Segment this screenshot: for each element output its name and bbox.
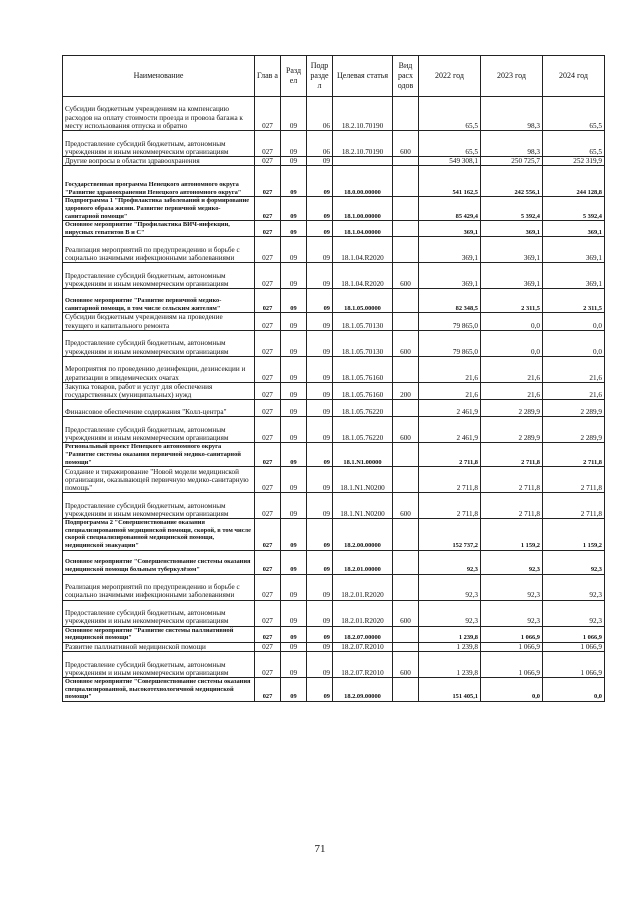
row-glava: 027 bbox=[255, 197, 281, 221]
row-name: Подпрограмма 2 "Совершенствование оказания специализированной медицинской помощи, скорой, в том числе скорой специализированной медицинской помощи, медицинской эвакуации" bbox=[63, 519, 255, 550]
table-body bbox=[63, 97, 605, 702]
row-name: Предоставление субсидий бюджетным, автономным учреждениям и иным некоммерческим организациям bbox=[63, 417, 255, 443]
row-podrazdel: 09 bbox=[307, 651, 333, 677]
row-target-article: 18.0.00.00000 bbox=[333, 166, 393, 197]
row-value-2024: 369,1 bbox=[543, 221, 605, 237]
row-razdel: 09 bbox=[281, 157, 307, 166]
row-razdel: 09 bbox=[281, 651, 307, 677]
row-glava: 027 bbox=[255, 400, 281, 417]
header-podrazdel: Подр разде л bbox=[307, 56, 333, 97]
row-podrazdel: 09 bbox=[307, 237, 333, 263]
row-value-2022: 2 711,8 bbox=[419, 493, 481, 519]
row-expense-type bbox=[393, 356, 419, 382]
table-row bbox=[63, 157, 605, 166]
row-value-2022: 79 865,0 bbox=[419, 313, 481, 330]
row-value-2022: 65,5 bbox=[419, 131, 481, 157]
row-razdel: 09 bbox=[281, 400, 307, 417]
row-value-2022: 82 348,5 bbox=[419, 289, 481, 313]
row-glava: 027 bbox=[255, 330, 281, 356]
row-value-2022: 2 461,9 bbox=[419, 400, 481, 417]
row-razdel: 09 bbox=[281, 197, 307, 221]
row-target-article: 18.2.10.70190 bbox=[333, 131, 393, 157]
row-value-2024: 0,0 bbox=[543, 677, 605, 701]
row-name: Развитие паллиативной медицинской помощи bbox=[63, 642, 255, 651]
row-target-article: 18.1.05.70130 bbox=[333, 330, 393, 356]
row-glava: 027 bbox=[255, 289, 281, 313]
row-name: Финансовое обеспечение содержания "Колл-центра" bbox=[63, 400, 255, 417]
row-glava: 027 bbox=[255, 467, 281, 493]
row-target-article: 18.2.07.00000 bbox=[333, 626, 393, 642]
row-name: Предоставление субсидий бюджетным, автономным учреждениям и иным некоммерческим организациям bbox=[63, 600, 255, 626]
row-target-article: 18.2.09.00000 bbox=[333, 677, 393, 701]
row-value-2023: 2 711,8 bbox=[481, 467, 543, 493]
row-razdel: 09 bbox=[281, 600, 307, 626]
row-value-2022: 92,3 bbox=[419, 550, 481, 574]
row-podrazdel: 09 bbox=[307, 550, 333, 574]
table-row bbox=[63, 493, 605, 519]
row-name: Региональный проект Ненецкого автономного округа "Развитие системы оказания первичной медико-санитарной помощи" bbox=[63, 443, 255, 467]
row-razdel: 09 bbox=[281, 313, 307, 330]
row-glava: 027 bbox=[255, 131, 281, 157]
row-podrazdel: 09 bbox=[307, 400, 333, 417]
row-expense-type bbox=[393, 289, 419, 313]
table-row bbox=[63, 626, 605, 642]
row-podrazdel: 09 bbox=[307, 382, 333, 399]
row-glava: 027 bbox=[255, 382, 281, 399]
row-name: Реализация мероприятий по предупреждению и борьбе с социально значимыми инфекционными заболеваниями bbox=[63, 574, 255, 600]
row-value-2024: 92,3 bbox=[543, 600, 605, 626]
row-glava: 027 bbox=[255, 626, 281, 642]
row-glava: 027 bbox=[255, 677, 281, 701]
row-expense-type bbox=[393, 197, 419, 221]
row-glava: 027 bbox=[255, 519, 281, 550]
row-value-2022: 369,1 bbox=[419, 237, 481, 263]
row-value-2023: 0,0 bbox=[481, 677, 543, 701]
row-value-2023: 1 159,2 bbox=[481, 519, 543, 550]
row-podrazdel: 09 bbox=[307, 677, 333, 701]
row-target-article: 18.1.04.00000 bbox=[333, 221, 393, 237]
row-target-article: 18.2.01.R2020 bbox=[333, 600, 393, 626]
row-expense-type: 200 bbox=[393, 382, 419, 399]
row-podrazdel: 09 bbox=[307, 263, 333, 289]
row-value-2023: 2 311,5 bbox=[481, 289, 543, 313]
row-razdel: 09 bbox=[281, 131, 307, 157]
row-razdel: 09 bbox=[281, 574, 307, 600]
row-glava: 027 bbox=[255, 356, 281, 382]
row-name: Предоставление субсидий бюджетным, автономным учреждениям и иным некоммерческим организациям bbox=[63, 330, 255, 356]
row-value-2023: 1 066,9 bbox=[481, 642, 543, 651]
row-value-2023: 369,1 bbox=[481, 263, 543, 289]
table-row bbox=[63, 600, 605, 626]
table-row bbox=[63, 313, 605, 330]
row-name: Государственная программа Ненецкого автономного округа "Развитие здравоохранения Ненецкого автономного округа" bbox=[63, 166, 255, 197]
row-target-article: 18.2.10.70190 bbox=[333, 97, 393, 131]
header-expense-type: Вид расх одов bbox=[393, 56, 419, 97]
row-value-2023: 98,3 bbox=[481, 131, 543, 157]
table-row bbox=[63, 131, 605, 157]
row-name: Создание и тиражирование "Новой модели медицинской организации, оказывающей первичную медико-санитарную помощь" bbox=[63, 467, 255, 493]
row-value-2022: 1 239,8 bbox=[419, 642, 481, 651]
row-name: Предоставление субсидий бюджетным, автономным учреждениям и иным некоммерческим организациям bbox=[63, 651, 255, 677]
row-glava: 027 bbox=[255, 221, 281, 237]
table-row bbox=[63, 519, 605, 550]
header-2023: 2023 год bbox=[481, 56, 543, 97]
row-value-2023: 5 392,4 bbox=[481, 197, 543, 221]
row-razdel: 09 bbox=[281, 356, 307, 382]
row-value-2022: 79 865,0 bbox=[419, 330, 481, 356]
row-value-2023: 369,1 bbox=[481, 221, 543, 237]
row-value-2024: 369,1 bbox=[543, 237, 605, 263]
row-razdel: 09 bbox=[281, 550, 307, 574]
row-value-2024: 2 711,8 bbox=[543, 467, 605, 493]
row-value-2024: 0,0 bbox=[543, 313, 605, 330]
table-row bbox=[63, 289, 605, 313]
row-value-2023: 2 711,8 bbox=[481, 443, 543, 467]
row-expense-type bbox=[393, 237, 419, 263]
table-row bbox=[63, 400, 605, 417]
row-target-article bbox=[333, 157, 393, 166]
row-expense-type: 600 bbox=[393, 493, 419, 519]
row-podrazdel: 09 bbox=[307, 313, 333, 330]
row-glava: 027 bbox=[255, 642, 281, 651]
row-value-2023: 0,0 bbox=[481, 330, 543, 356]
row-value-2023: 92,3 bbox=[481, 550, 543, 574]
row-razdel: 09 bbox=[281, 221, 307, 237]
row-glava: 027 bbox=[255, 313, 281, 330]
row-value-2024: 1 159,2 bbox=[543, 519, 605, 550]
row-value-2023: 1 066,9 bbox=[481, 651, 543, 677]
page-number: 71 bbox=[314, 843, 326, 855]
row-expense-type bbox=[393, 313, 419, 330]
row-podrazdel: 09 bbox=[307, 197, 333, 221]
row-value-2023: 0,0 bbox=[481, 313, 543, 330]
row-razdel: 09 bbox=[281, 289, 307, 313]
row-name: Субсидии бюджетным учреждениям на компенсацию расходов на оплату стоимости проезда и провоза багажа к месту использования отпуска и обратно bbox=[63, 97, 255, 131]
row-razdel: 09 bbox=[281, 467, 307, 493]
row-target-article: 18.1.05.76160 bbox=[333, 382, 393, 399]
row-glava: 027 bbox=[255, 97, 281, 131]
row-glava: 027 bbox=[255, 157, 281, 166]
row-expense-type bbox=[393, 221, 419, 237]
row-razdel: 09 bbox=[281, 263, 307, 289]
table-header-row bbox=[63, 56, 605, 97]
row-name: Предоставление субсидий бюджетным, автономным учреждениям и иным некоммерческим организациям bbox=[63, 131, 255, 157]
row-value-2022: 369,1 bbox=[419, 263, 481, 289]
row-expense-type bbox=[393, 550, 419, 574]
row-podrazdel: 09 bbox=[307, 289, 333, 313]
header-2022: 2022 год bbox=[419, 56, 481, 97]
row-podrazdel: 09 bbox=[307, 600, 333, 626]
row-glava: 027 bbox=[255, 417, 281, 443]
table-row bbox=[63, 382, 605, 399]
row-podrazdel: 09 bbox=[307, 642, 333, 651]
row-target-article: 18.1.05.00000 bbox=[333, 289, 393, 313]
header-razdel: Разд ел bbox=[281, 56, 307, 97]
row-value-2022: 1 239,8 bbox=[419, 651, 481, 677]
row-podrazdel: 09 bbox=[307, 443, 333, 467]
row-value-2024: 369,1 bbox=[543, 263, 605, 289]
row-glava: 027 bbox=[255, 443, 281, 467]
row-razdel: 09 bbox=[281, 237, 307, 263]
row-target-article: 18.2.00.00000 bbox=[333, 519, 393, 550]
row-value-2022: 21,6 bbox=[419, 356, 481, 382]
row-value-2023: 1 066,9 bbox=[481, 626, 543, 642]
row-value-2024: 2 711,8 bbox=[543, 443, 605, 467]
row-value-2023: 21,6 bbox=[481, 382, 543, 399]
row-name: Предоставление субсидий бюджетным, автономным учреждениям и иным некоммерческим организациям bbox=[63, 263, 255, 289]
row-value-2023: 369,1 bbox=[481, 237, 543, 263]
table-row bbox=[63, 677, 605, 701]
row-podrazdel: 06 bbox=[307, 97, 333, 131]
row-razdel: 09 bbox=[281, 443, 307, 467]
row-value-2024: 21,6 bbox=[543, 382, 605, 399]
row-value-2022: 65,5 bbox=[419, 97, 481, 131]
row-expense-type bbox=[393, 642, 419, 651]
row-podrazdel: 06 bbox=[307, 131, 333, 157]
row-glava: 027 bbox=[255, 166, 281, 197]
row-target-article: 18.1.N1.N0200 bbox=[333, 493, 393, 519]
row-target-article: 18.1.N1.00000 bbox=[333, 443, 393, 467]
row-name: Предоставление субсидий бюджетным, автономным учреждениям и иным некоммерческим организациям bbox=[63, 493, 255, 519]
budget-table bbox=[62, 55, 605, 702]
table-row bbox=[63, 467, 605, 493]
row-target-article: 18.1.05.76220 bbox=[333, 400, 393, 417]
row-razdel: 09 bbox=[281, 626, 307, 642]
row-value-2024: 2 711,8 bbox=[543, 493, 605, 519]
row-value-2023: 21,6 bbox=[481, 356, 543, 382]
row-razdel: 09 bbox=[281, 493, 307, 519]
row-name: Основное мероприятие "Развитие системы паллиативной медицинской помощи" bbox=[63, 626, 255, 642]
table-row bbox=[63, 417, 605, 443]
row-value-2023: 92,3 bbox=[481, 574, 543, 600]
table-row bbox=[63, 443, 605, 467]
row-expense-type: 600 bbox=[393, 263, 419, 289]
row-glava: 027 bbox=[255, 550, 281, 574]
row-expense-type: 600 bbox=[393, 600, 419, 626]
row-value-2023: 242 556,1 bbox=[481, 166, 543, 197]
row-target-article: 18.1.04.R2020 bbox=[333, 263, 393, 289]
row-value-2023: 250 725,7 bbox=[481, 157, 543, 166]
row-value-2022: 21,6 bbox=[419, 382, 481, 399]
table-row bbox=[63, 166, 605, 197]
row-value-2022: 369,1 bbox=[419, 221, 481, 237]
row-target-article: 18.1.N1.N0200 bbox=[333, 467, 393, 493]
row-value-2023: 92,3 bbox=[481, 600, 543, 626]
table-row bbox=[63, 642, 605, 651]
row-name: Реализация мероприятий по предупреждению и борьбе с социально значимыми инфекционными заболеваниями bbox=[63, 237, 255, 263]
row-expense-type bbox=[393, 574, 419, 600]
row-expense-type bbox=[393, 626, 419, 642]
row-value-2024: 252 319,9 bbox=[543, 157, 605, 166]
row-value-2023: 2 289,9 bbox=[481, 417, 543, 443]
row-expense-type: 600 bbox=[393, 651, 419, 677]
row-expense-type bbox=[393, 97, 419, 131]
row-name: Закупка товаров, работ и услуг для обеспечения государственных (муниципальных) нужд bbox=[63, 382, 255, 399]
row-name: Субсидии бюджетным учреждениям на проведение текущего и капитального ремонта bbox=[63, 313, 255, 330]
row-glava: 027 bbox=[255, 493, 281, 519]
row-target-article: 18.1.04.R2020 bbox=[333, 237, 393, 263]
row-expense-type: 600 bbox=[393, 330, 419, 356]
table-row bbox=[63, 97, 605, 131]
table-row bbox=[63, 221, 605, 237]
row-expense-type: 600 bbox=[393, 131, 419, 157]
table-row bbox=[63, 574, 605, 600]
row-name: Основное мероприятие "Совершенствование системы оказания медицинской помощи больным туберкулёзом" bbox=[63, 550, 255, 574]
row-expense-type bbox=[393, 519, 419, 550]
row-target-article: 18.2.01.00000 bbox=[333, 550, 393, 574]
row-value-2024: 2 289,9 bbox=[543, 400, 605, 417]
row-value-2024: 1 066,9 bbox=[543, 651, 605, 677]
row-value-2024: 5 392,4 bbox=[543, 197, 605, 221]
row-expense-type bbox=[393, 443, 419, 467]
row-value-2024: 65,5 bbox=[543, 131, 605, 157]
row-name: Основное мероприятие "Профилактика ВИЧ-инфекции, вирусных гепатитов В и С" bbox=[63, 221, 255, 237]
row-target-article: 18.1.05.76220 bbox=[333, 417, 393, 443]
row-target-article: 18.1.05.76160 bbox=[333, 356, 393, 382]
row-value-2022: 2 711,8 bbox=[419, 467, 481, 493]
row-value-2022: 152 737,2 bbox=[419, 519, 481, 550]
row-value-2022: 85 429,4 bbox=[419, 197, 481, 221]
row-value-2023: 2 711,8 bbox=[481, 493, 543, 519]
row-podrazdel: 09 bbox=[307, 519, 333, 550]
row-value-2024: 21,6 bbox=[543, 356, 605, 382]
row-value-2022: 92,3 bbox=[419, 574, 481, 600]
row-name: Подпрограмма 1 "Профилактика заболеваний и формирование здорового образа жизни. Развитие первичной медико-санитарной помощи" bbox=[63, 197, 255, 221]
row-razdel: 09 bbox=[281, 330, 307, 356]
table-row bbox=[63, 356, 605, 382]
row-name: Мероприятия по проведению дезинфекции, дезинсекции и дератизации в эпидемических очагах bbox=[63, 356, 255, 382]
row-value-2023: 2 289,9 bbox=[481, 400, 543, 417]
row-glava: 027 bbox=[255, 574, 281, 600]
row-value-2024: 2 289,9 bbox=[543, 417, 605, 443]
table-row bbox=[63, 263, 605, 289]
row-glava: 027 bbox=[255, 651, 281, 677]
row-podrazdel: 09 bbox=[307, 626, 333, 642]
row-expense-type bbox=[393, 677, 419, 701]
row-value-2022: 1 239,8 bbox=[419, 626, 481, 642]
header-glava: Глав а bbox=[255, 56, 281, 97]
row-value-2022: 549 308,1 bbox=[419, 157, 481, 166]
row-value-2024: 2 311,5 bbox=[543, 289, 605, 313]
row-target-article: 18.2.07.R2010 bbox=[333, 642, 393, 651]
row-podrazdel: 09 bbox=[307, 157, 333, 166]
row-glava: 027 bbox=[255, 263, 281, 289]
row-razdel: 09 bbox=[281, 642, 307, 651]
row-podrazdel: 09 bbox=[307, 467, 333, 493]
row-expense-type: 600 bbox=[393, 417, 419, 443]
row-value-2022: 2 711,8 bbox=[419, 443, 481, 467]
row-razdel: 09 bbox=[281, 417, 307, 443]
row-target-article: 18.2.07.R2010 bbox=[333, 651, 393, 677]
row-value-2024: 92,3 bbox=[543, 550, 605, 574]
row-razdel: 09 bbox=[281, 519, 307, 550]
row-value-2022: 92,3 bbox=[419, 600, 481, 626]
row-podrazdel: 09 bbox=[307, 356, 333, 382]
row-glava: 027 bbox=[255, 237, 281, 263]
table-row bbox=[63, 237, 605, 263]
row-name: Основное мероприятие "Развитие первичной медико-санитарной помощи, в том числе сельским жителям" bbox=[63, 289, 255, 313]
row-value-2024: 244 128,8 bbox=[543, 166, 605, 197]
header-2024: 2024 год bbox=[543, 56, 605, 97]
row-expense-type bbox=[393, 467, 419, 493]
row-podrazdel: 09 bbox=[307, 574, 333, 600]
table-row bbox=[63, 651, 605, 677]
row-value-2024: 1 066,9 bbox=[543, 626, 605, 642]
row-value-2023: 98,3 bbox=[481, 97, 543, 131]
row-podrazdel: 09 bbox=[307, 166, 333, 197]
row-value-2022: 151 405,1 bbox=[419, 677, 481, 701]
row-razdel: 09 bbox=[281, 97, 307, 131]
row-podrazdel: 09 bbox=[307, 417, 333, 443]
row-podrazdel: 09 bbox=[307, 221, 333, 237]
row-razdel: 09 bbox=[281, 166, 307, 197]
header-target-article: Целевая статья bbox=[333, 56, 393, 97]
row-razdel: 09 bbox=[281, 382, 307, 399]
row-value-2022: 541 162,5 bbox=[419, 166, 481, 197]
row-glava: 027 bbox=[255, 600, 281, 626]
row-expense-type bbox=[393, 157, 419, 166]
table-row bbox=[63, 550, 605, 574]
row-expense-type bbox=[393, 400, 419, 417]
row-target-article: 18.1.00.00000 bbox=[333, 197, 393, 221]
table-row bbox=[63, 330, 605, 356]
row-value-2022: 2 461,9 bbox=[419, 417, 481, 443]
header-name: Наименование bbox=[63, 56, 255, 97]
row-target-article: 18.1.05.70130 bbox=[333, 313, 393, 330]
row-razdel: 09 bbox=[281, 677, 307, 701]
row-name: Другие вопросы в области здравоохранения bbox=[63, 157, 255, 166]
row-podrazdel: 09 bbox=[307, 493, 333, 519]
row-expense-type bbox=[393, 166, 419, 197]
row-value-2024: 1 066,9 bbox=[543, 642, 605, 651]
row-podrazdel: 09 bbox=[307, 330, 333, 356]
row-target-article: 18.2.01.R2020 bbox=[333, 574, 393, 600]
row-value-2024: 0,0 bbox=[543, 330, 605, 356]
row-name: Основное мероприятие "Совершенствование системы оказания специализированной, высокотехнологичной медицинской помощи" bbox=[63, 677, 255, 701]
row-value-2024: 92,3 bbox=[543, 574, 605, 600]
table-row bbox=[63, 197, 605, 221]
budget-table-page bbox=[62, 55, 604, 702]
row-value-2024: 65,5 bbox=[543, 97, 605, 131]
